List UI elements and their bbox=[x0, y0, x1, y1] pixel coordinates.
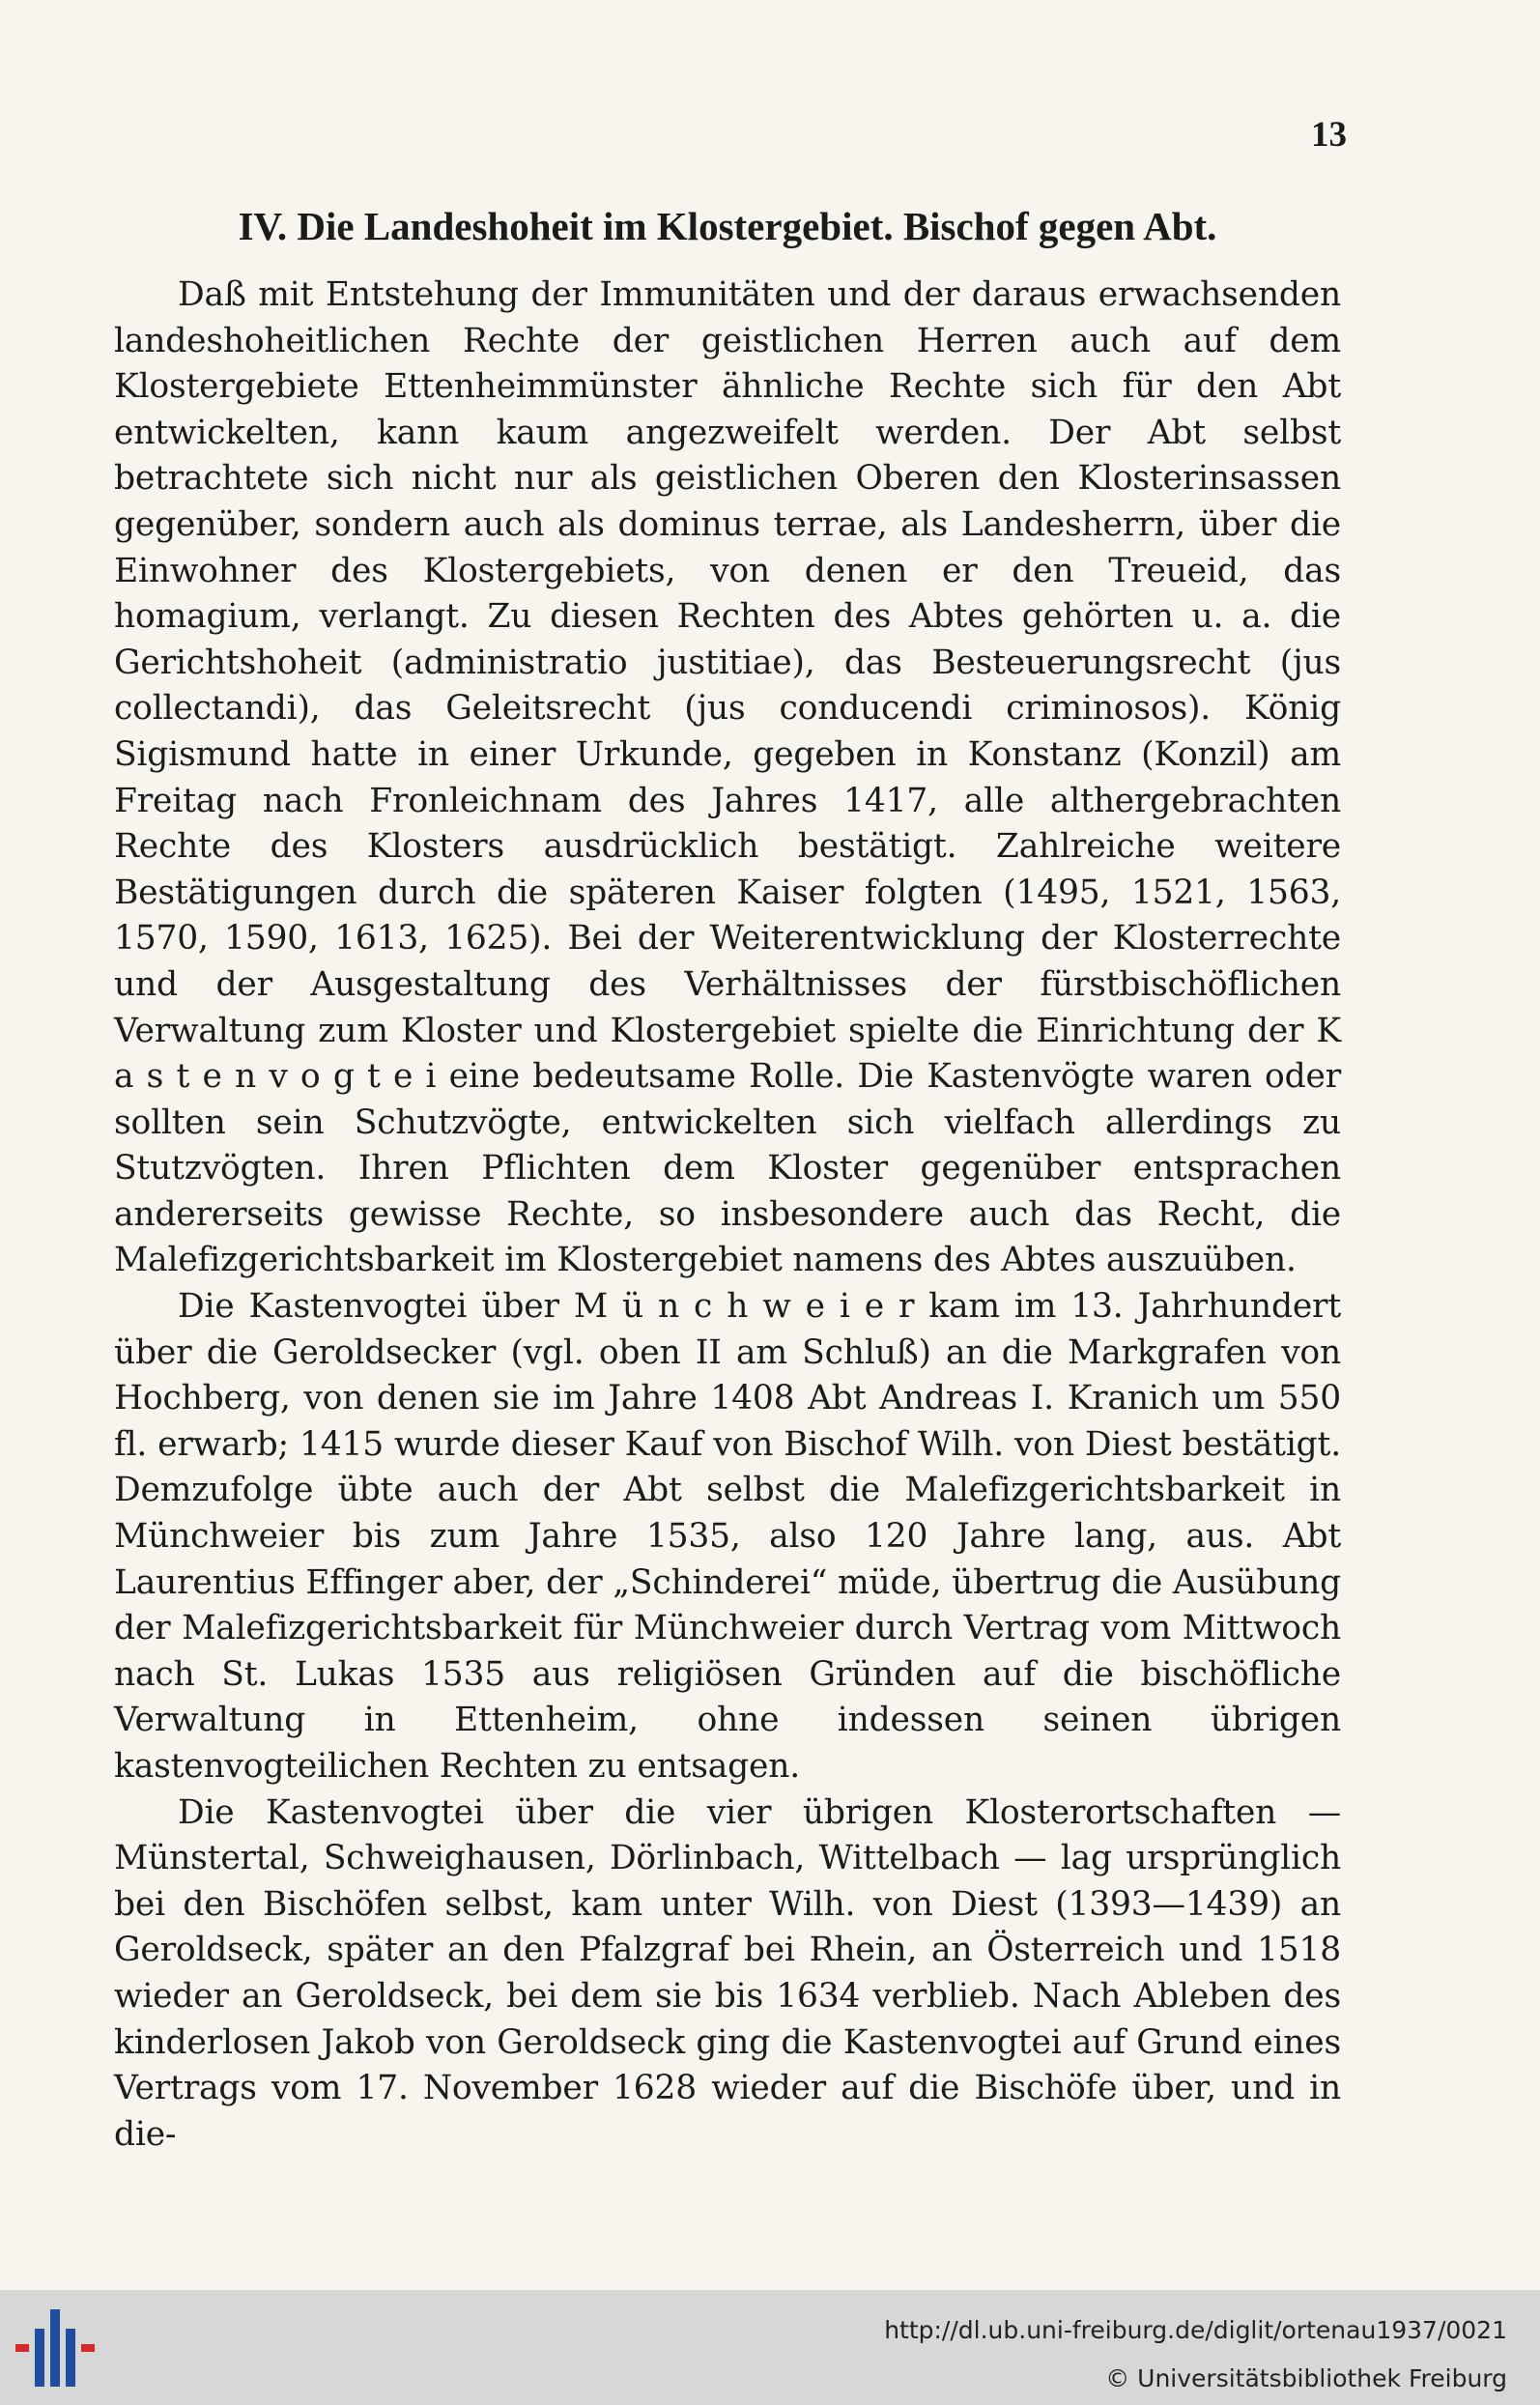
paragraph-1: Daß mit Entstehung der Immunitäten und der daraus erwachsenden landeshoheitlichen Rechte der geistlichen Herren auch auf dem Klostergebiete Ettenheimmünster ähnliche Rechte sich für den Abt entwickelten, kann kaum angezweifelt werden. Der Abt selbst betrachtete sich nicht nur als geistlichen Oberen den Klosterinsassen gegenüber, sondern auch als dominus terrae, als Landesherrn, über die Einwohner des Klostergebiets, von denen er den Treueid, das homagium, verlangt. Zu diesen Rechten des Abtes gehörten u. a. die Gerichtshoheit (administratio justitiae), das Besteuerungsrecht (jus collectandi), das Geleitsrecht (jus conducendi criminosos). König Sigismund hatte in einer Urkunde, gegeben in Konstanz (Konzil) am Freitag nach Fronleichnam des Jahres 1417, alle althergebrachten Rechte des Klosters ausdrücklich bestätigt. Zahlreiche weitere Bestätigungen durch die späteren Kaiser folgten (1495, 1521, 1563, 1570, 1590, 1613, 1625). Bei der Weiterentwicklung der Klosterrechte und der Ausgestaltung des Verhältnisses der fürstbischöflichen Verwaltung zum Kloster und Klostergebiet spielte die Einrichtung der K a s t e n v o g t e i eine bedeutsame Rolle. Die Kastenvögte waren oder sollten sein Schutzvögte, entwickelten sich vielfach allerdings zu Stutzvögten. Ihren Pflichten dem Kloster gegenüber entsprachen andererseits gewisse Rechte, so insbesondere auch das Recht, die Malefizgerichtsbarkeit im Klostergebiet namens des Abtes auszuüben. bbox=[114, 275, 1341, 1280]
paragraph-3: Die Kastenvogtei über die vier übrigen Klosterortschaften — Münstertal, Schweighausen, Dörlinbach, Wittelbach — lag ursprünglich bei den Bischöfen selbst, kam unter Wilh. von Diest (1393—1439) an Geroldseck, später an den Pfalzgraf bei Rhein, an Österreich und 1518 wieder an Geroldseck, bei dem sie bis 1634 verblieb. Nach Ableben des kinderlosen Jakob von Geroldseck ging die Kastenvogtei auf Grund eines Vertrags vom 17. November 1628 wieder auf die Bischöfe über, und in die- bbox=[114, 1792, 1341, 2154]
paragraph-2: Die Kastenvogtei über M ü n c h w e i e r kam im 13. Jahrhundert über die Geroldsecker (vgl. oben II am Schluß) an die Markgrafen von Hochberg, von denen sie im Jahre 1408 Abt Andreas I. Kranich um 550 fl. erwarb; 1415 wurde dieser Kauf von Bischof Wilh. von Diest bestätigt. Demzufolge übte auch der Abt selbst die Malefizgerichtsbarkeit in Münchweier bis zum Jahre 1535, also 120 Jahre lang, aus. Abt Laurentius Effinger aber, der „Schinderei“ müde, übertrug die Ausübung der Malefizgerichtsbarkeit für Münchweier durch Vertrag vom Mittwoch nach St. Lukas 1535 aus religiösen Gründen auf die bischöfliche Verwaltung in Ettenheim, ohne indessen seinen übrigen kastenvogteilichen Rechten zu entsagen. bbox=[114, 1287, 1341, 1786]
body-text bbox=[114, 272, 1341, 2158]
chapter-heading: IV. Die Landeshoheit im Klostergebiet. Bischof gegen Abt. bbox=[238, 204, 1217, 248]
copyright-notice: © Universitätsbibliothek Freiburg bbox=[1105, 2364, 1507, 2392]
footer-bar bbox=[0, 2290, 1540, 2405]
source-url-link[interactable]: http://dl.ub.uni-freiburg.de/diglit/ortenau1937/0021 bbox=[884, 2316, 1507, 2344]
page-number: 13 bbox=[1311, 115, 1347, 155]
ub-freiburg-logo-icon bbox=[14, 2307, 97, 2389]
